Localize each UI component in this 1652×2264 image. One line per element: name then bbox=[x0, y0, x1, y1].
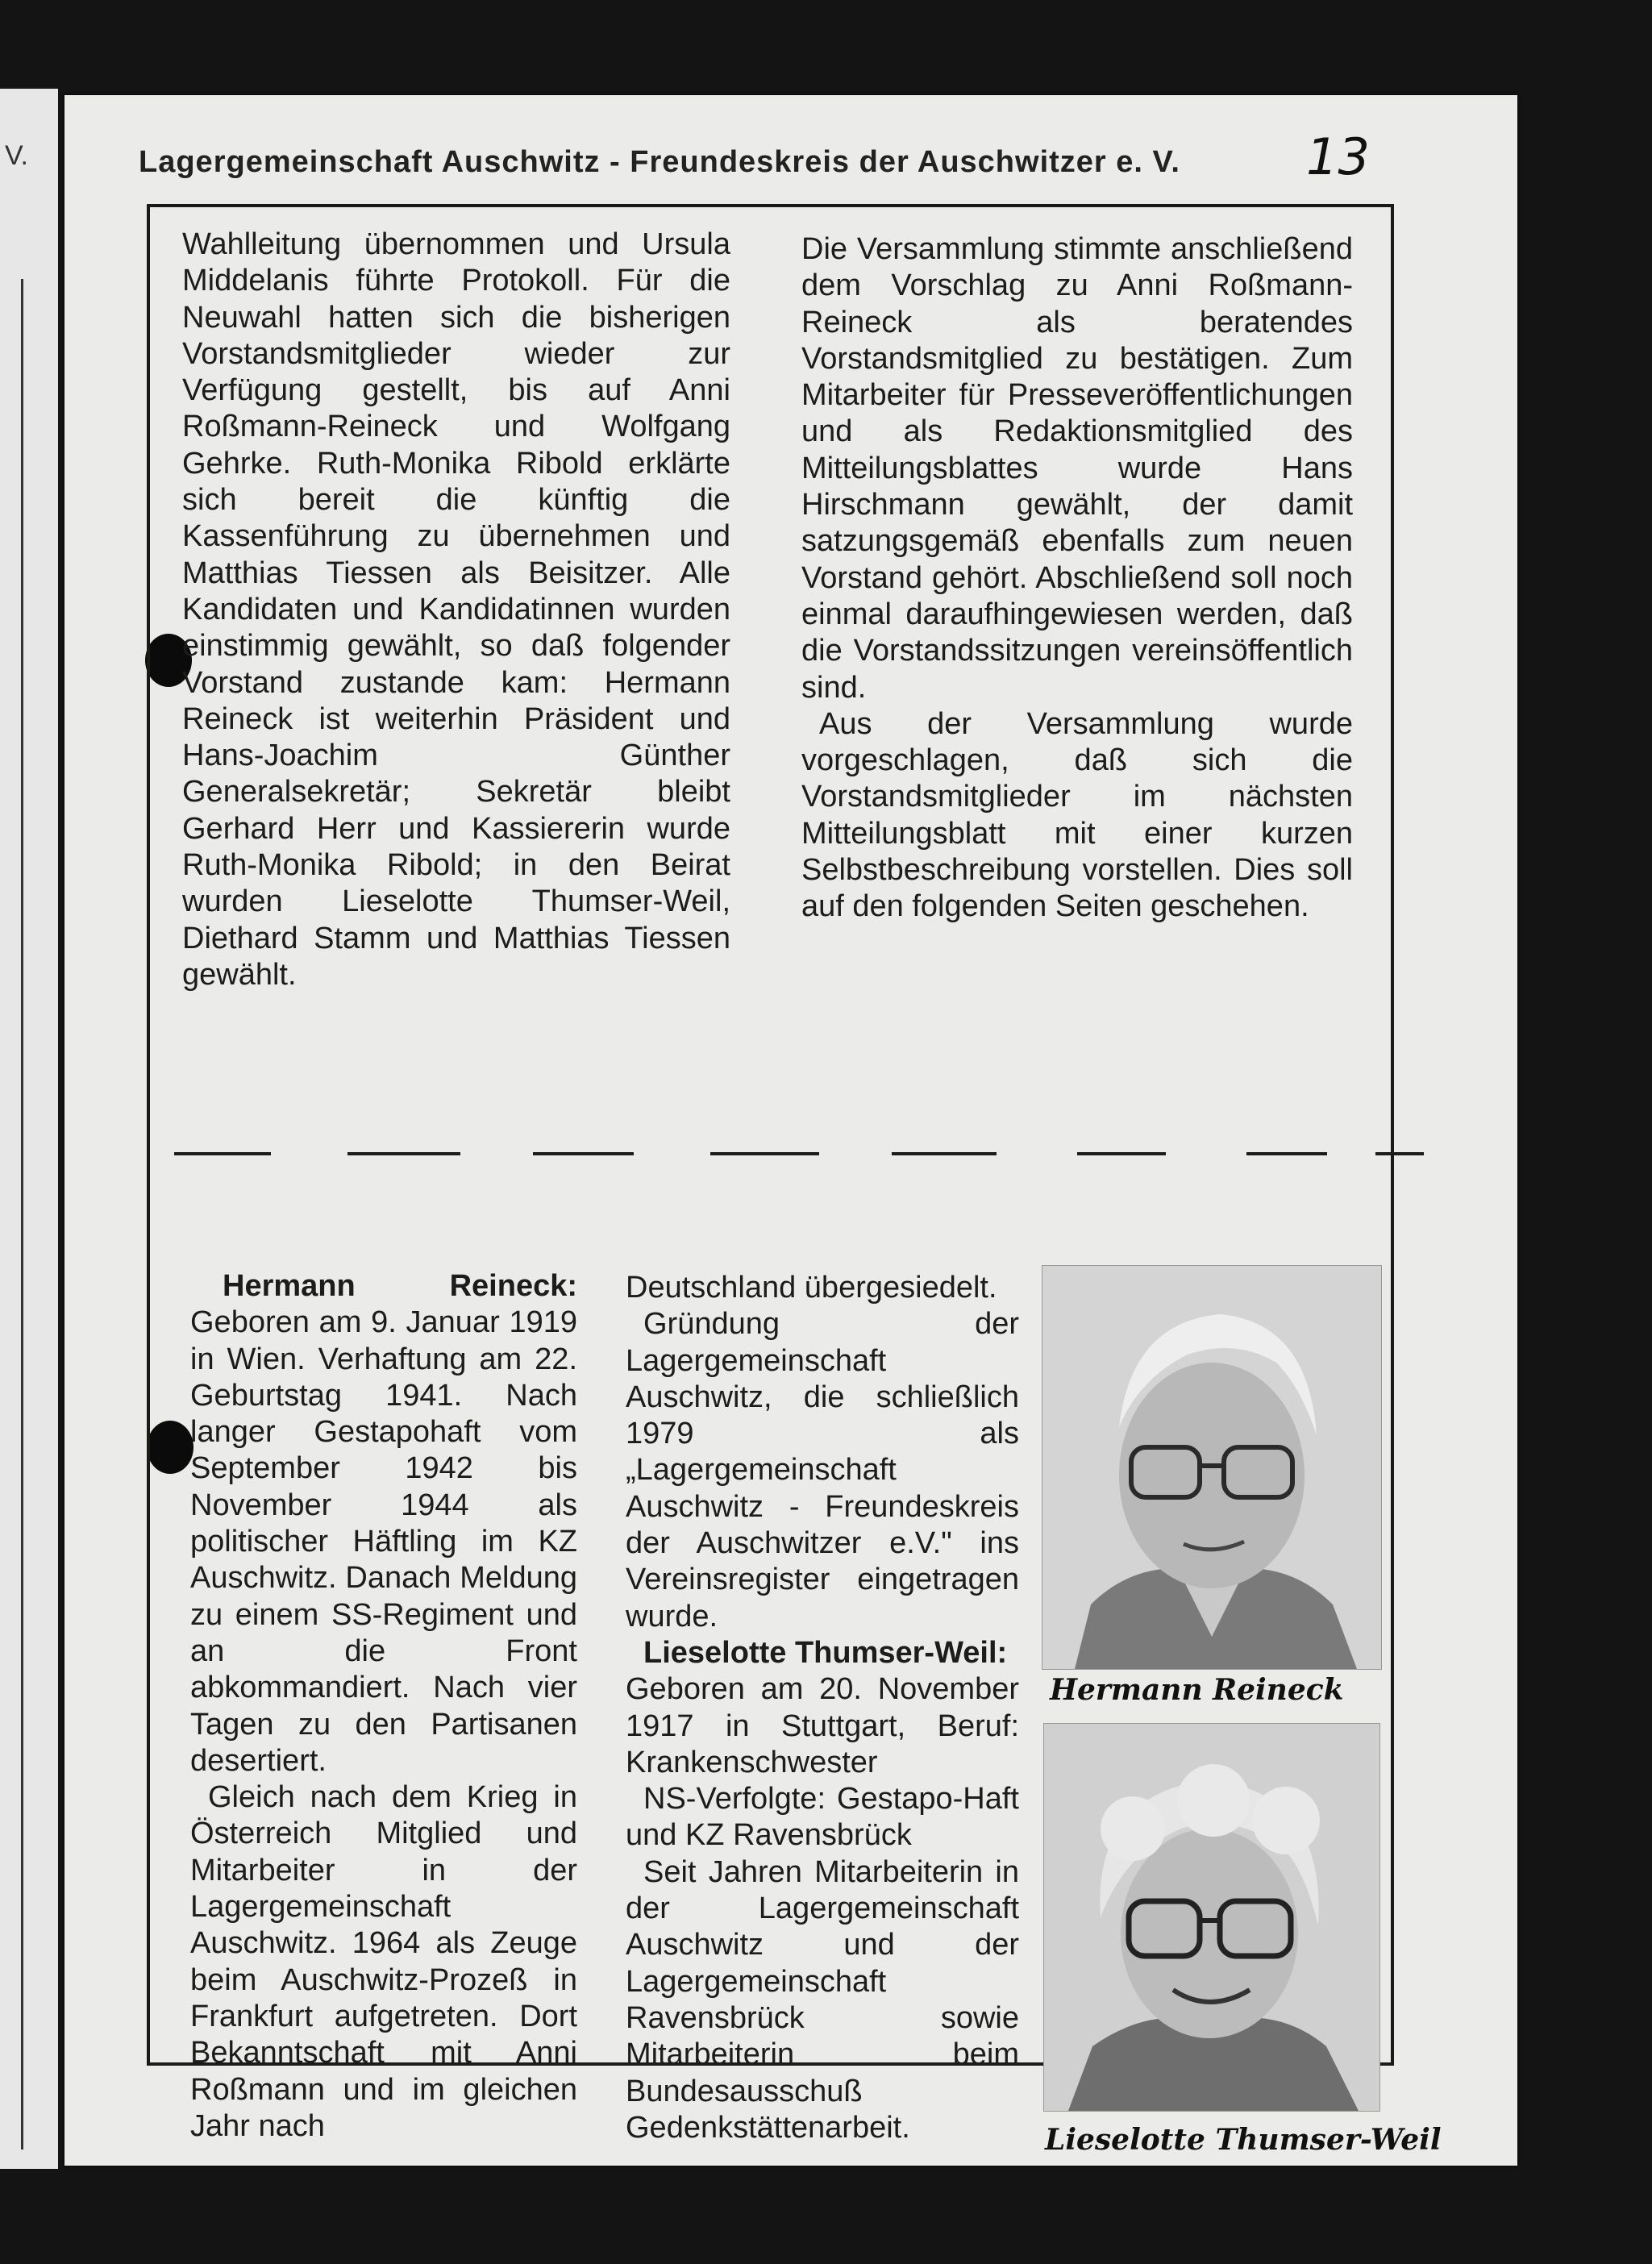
photo-caption: Hermann Reineck bbox=[1050, 1673, 1344, 1707]
photo-caption: Lieselotte Thumser-Weil bbox=[1045, 2123, 1442, 2157]
divider-dash bbox=[347, 1152, 460, 1155]
page-number: 13 bbox=[1306, 127, 1370, 186]
paragraph: Seit Jahren Mitarbeiterin in der Lagergemeinschaft Auschwitz und der Lagergemeinschaft Ravensbrück sowie Mitarbeiterin beim Bundesausschuß Gedenkstättenarbeit. bbox=[626, 1854, 1019, 2145]
previous-page-letter: V. bbox=[5, 140, 29, 171]
column-top-left bbox=[182, 227, 730, 993]
divider-dash bbox=[1246, 1152, 1327, 1155]
paragraph: Geboren am 9. Januar 1919 in Wien. Verhaftung am 22. Geburtstag 1941. Nach langer Gestapohaft vom September 1942 bis November 1944 als politischer Häftling im KZ Auschwitz. Danach Meldung zu einem SS-Regiment und an die Front abkommandiert. Nach vier Tagen zu den Partisanen desertiert. bbox=[190, 1305, 577, 1778]
section-divider bbox=[174, 1152, 1367, 1160]
paragraph: Geboren am 20. November 1917 in Stuttgart, Beruf: Krankenschwester bbox=[626, 1672, 1019, 1779]
portrait-image bbox=[1042, 1266, 1381, 1669]
paragraph: Deutschland übergesiedelt. bbox=[626, 1271, 997, 1305]
column-top-right bbox=[801, 231, 1353, 926]
previous-page-edge bbox=[0, 89, 58, 2169]
divider-dash bbox=[892, 1152, 997, 1155]
bio-name-hermann-reineck: Hermann Reineck: bbox=[223, 1269, 577, 1303]
bio-column-left bbox=[190, 1268, 577, 2145]
divider-dash bbox=[1375, 1152, 1424, 1155]
paragraph: Die Versammlung stimmte anschließend dem Vorschlag zu Anni Roßmann-Reineck als beratendes Vorstandsmitglied zu bestätigen. Zum Mitarbeiter für Presseveröffentlichungen und als Redaktionsmitglied des Mitteilungsblattes wurde Hans Hirschmann gewählt, der damit satzungsgemäß ebenfalls zum neuen Vorstand gehört. Abschließend soll noch einmal daraufhingewiesen werden, daß die Vorstandssitzungen vereinsöffentlich sind. bbox=[801, 232, 1353, 705]
bio-name-lieselotte-thumser-weil: Lieselotte Thumser-Weil: bbox=[643, 1635, 1008, 1670]
paragraph: NS-Verfolgte: Gestapo-Haft und KZ Ravensbrück bbox=[626, 1782, 1019, 1853]
divider-dash bbox=[710, 1152, 819, 1155]
content-frame bbox=[147, 204, 1442, 2157]
page-header: Lagergemeinschaft Auschwitz - Freundeskreis der Auschwitzer e. V. bbox=[139, 145, 1180, 179]
portrait-photo-hermann-reineck bbox=[1042, 1265, 1382, 1670]
divider-dash bbox=[1077, 1152, 1166, 1155]
paragraph: Aus der Versammlung wurde vorgeschlagen, daß sich die Vorstandsmitglieder im nächsten Mitteilungsblatt mit einer kurzen Selbstbeschreibung vorstellen. Dies soll auf den folgenden Seiten geschehen. bbox=[801, 706, 1353, 924]
portrait-image bbox=[1044, 1724, 1379, 2111]
paragraph: Gründung der Lagergemeinschaft Auschwitz, die schließlich 1979 als „Lagergemeinschaft Auschwitz - Freundeskreis der Auschwitzer e.V." ins Vereinsregister eingetragen wurde. bbox=[626, 1307, 1019, 1633]
portrait-photo-lieselotte-thumser-weil bbox=[1043, 1723, 1380, 2112]
paragraph: Wahlleitung übernommen und Ursula Middelanis führte Protokoll. Für die Neuwahl hatten sich die bisherigen Vorstandsmitglieder wieder zur Verfügung gestellt, bis auf Anni Roßmann-Reineck und Wolfgang Gehrke. Ruth-Monika Ribold erklärte sich bereit die künftig die Kassenführung zu übernehmen und Matthias Tiessen als Beisitzer. Alle Kandidaten und Kandidatinnen wurden einstimmig gewählt, so daß folgender Vorstand zustande kam: Hermann Reineck ist weiterhin Präsident und Hans-Joachim Günther Generalsekretär; Sekretär bleibt Gerhard Herr und Kassiererin wurde Ruth-Monika Ribold; in den Beirat wurden Lieselotte Thumser-Weil, Diethard Stamm und Matthias Tiessen gewählt. bbox=[182, 227, 730, 992]
divider-dash bbox=[533, 1152, 634, 1155]
document-page bbox=[64, 95, 1517, 2166]
divider-dash bbox=[174, 1152, 271, 1155]
previous-page-frame-edge bbox=[0, 279, 23, 2150]
bio-column-middle bbox=[626, 1270, 1019, 2146]
paragraph: Gleich nach dem Krieg in Österreich Mitglied und Mitarbeiter in der Lagergemeinschaft Auschwitz. 1964 als Zeuge beim Auschwitz-Prozeß in Frankfurt aufgetreten. Dort Bekanntschaft mit Anni Roßmann und im gleichen Jahr nach bbox=[190, 1780, 577, 2143]
